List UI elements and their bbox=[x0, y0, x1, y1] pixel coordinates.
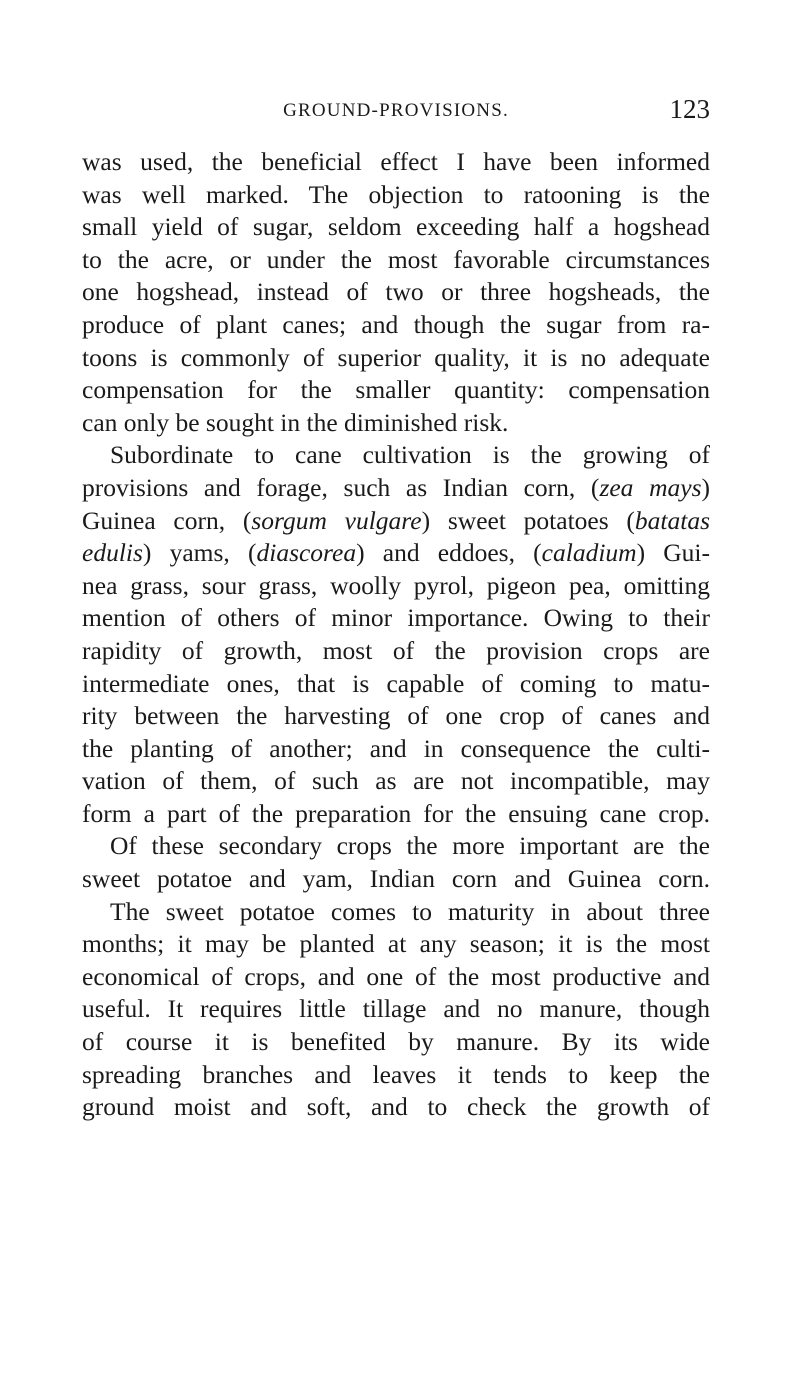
text-line-paragraph-start: Of these secondary crops the more important are the bbox=[110, 831, 710, 861]
text-line: rity between the harvesting of one crop of canes and bbox=[82, 701, 710, 731]
text-line: Guinea corn, (sorgum vulgare) sweet potatoes (batatas bbox=[82, 505, 710, 535]
text-line: toons is commonly of superior quality, it is no adequate bbox=[82, 342, 710, 372]
text-line: one hogshead, instead of two or three hogsheads, the bbox=[82, 277, 710, 307]
text-line: compensation for the smaller quantity: compensation bbox=[82, 375, 710, 405]
running-head bbox=[82, 92, 710, 126]
text-line: intermediate ones, that is capable of coming to matu- bbox=[82, 668, 710, 698]
page-number: 123 bbox=[669, 94, 710, 124]
text-line: spreading branches and leaves it tends to keep the bbox=[82, 1059, 710, 1089]
text-line-paragraph-end: can only be sought in the diminished risk. bbox=[82, 407, 509, 437]
text-line: mention of others of minor importance. Owing to their bbox=[82, 603, 710, 633]
text-line: was used, the beneficial effect I have been informed bbox=[82, 147, 710, 176]
text-line: small yield of sugar, seldom exceeding half a hogshead bbox=[82, 212, 710, 242]
italic-term: diascorea bbox=[256, 538, 357, 568]
text-line-paragraph-end: sweet potatoe and yam, Indian corn and Guinea corn. bbox=[82, 864, 710, 894]
text-line: of course it is benefited by manure. By its wide bbox=[82, 1027, 710, 1057]
body-text bbox=[82, 146, 710, 1124]
italic-term: sorgum vulgare bbox=[251, 505, 422, 535]
text-line: provisions and forage, such as Indian corn, (zea mays) bbox=[82, 472, 710, 502]
italic-term: batatas bbox=[634, 505, 710, 535]
text-line: the planting of another; and in consequence the culti- bbox=[82, 733, 710, 763]
text-line: produce of plant canes; and though the sugar from ra- bbox=[82, 309, 710, 339]
italic-term: edulis bbox=[82, 538, 143, 568]
text-line: nea grass, sour grass, woolly pyrol, pigeon pea, omitting bbox=[82, 570, 710, 600]
text-line-paragraph-start: Subordinate to cane cultivation is the growing of bbox=[110, 440, 710, 470]
text-line-paragraph-start: The sweet potatoe comes to maturity in about three bbox=[110, 896, 710, 926]
text-line: vation of them, of such as are not incompatible, may bbox=[82, 766, 710, 796]
italic-term: caladium bbox=[541, 538, 637, 568]
running-title: GROUND-PROVISIONS. bbox=[283, 100, 509, 121]
text-line: form a part of the preparation for the ensuing cane crop. bbox=[82, 798, 710, 828]
text-line: months; it may be planted at any season; it is the most bbox=[82, 929, 710, 959]
italic-term: zea mays bbox=[599, 472, 702, 502]
text-line: useful. It requires little tillage and no manure, though bbox=[82, 994, 710, 1024]
text-line: to the acre, or under the most favorable circumstances bbox=[82, 244, 710, 274]
text-line: edulis) yams, (diascorea) and eddoes, (caladium) Gui- bbox=[82, 538, 710, 568]
text-line: economical of crops, and one of the most productive and bbox=[82, 961, 710, 991]
text-line: ground moist and soft, and to check the growth of bbox=[82, 1092, 710, 1122]
text-line: rapidity of growth, most of the provision crops are bbox=[82, 635, 710, 665]
text-line: was well marked. The objection to ratooning is the bbox=[82, 179, 710, 209]
